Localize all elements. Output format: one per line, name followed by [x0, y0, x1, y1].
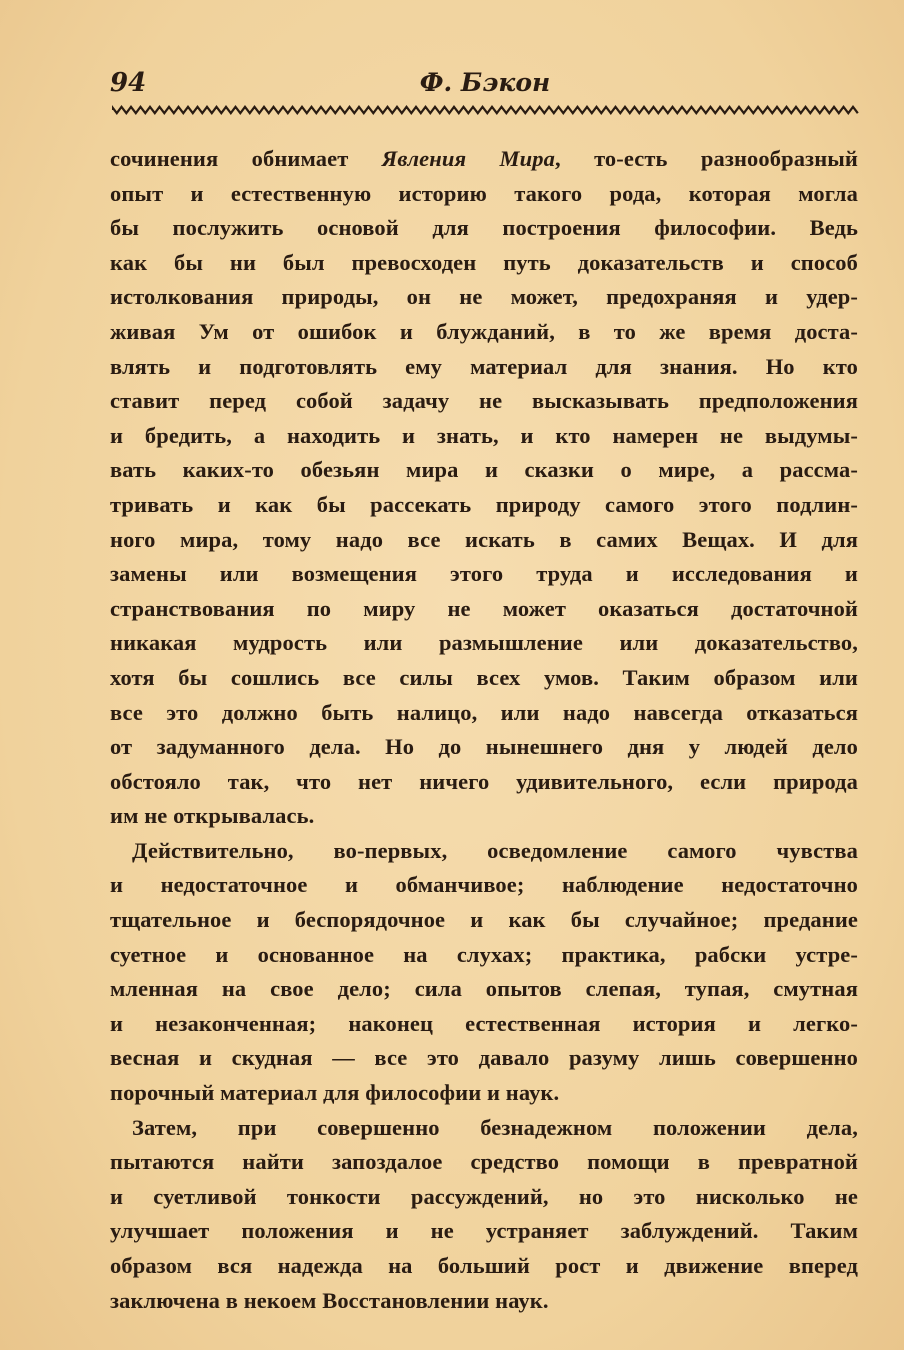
- text-line: [110, 142, 858, 177]
- text-segment: сочинения обнимает: [110, 146, 382, 171]
- text-line: [110, 453, 858, 488]
- text-line: [110, 765, 858, 800]
- text-line: [110, 1284, 858, 1319]
- text-segment: мленная на свое дело; сила опытов слепая, тупая, смутная: [110, 976, 858, 1002]
- text-line: [110, 1111, 858, 1146]
- text-segment: бы послужить основой для построения философии. Ведь: [110, 215, 858, 241]
- text-line: [110, 488, 858, 523]
- text-line: [110, 1249, 858, 1284]
- body-text: [110, 142, 858, 1318]
- text-line: [110, 315, 858, 350]
- text-segment: истолкования природы, он не может, предохраняя и удер-: [110, 284, 858, 310]
- text-segment: и бредить, а находить и знать, и кто намерен не выдумы-: [110, 422, 858, 448]
- text-line: [110, 799, 858, 834]
- page-header: [110, 68, 860, 102]
- text-segment: Затем, при совершенно безнадежном положении дела,: [132, 1114, 858, 1140]
- text-segment: образом вся надежда на больший рост и движение вперед: [110, 1253, 858, 1278]
- text-line: [110, 1145, 858, 1180]
- text-segment: обстояло так, что нет ничего удивительного, если природа: [110, 768, 858, 794]
- text-line: [110, 384, 858, 419]
- text-line: [110, 903, 858, 938]
- text-segment: живая Ум от ошибок и блужданий, в то же время доста-: [110, 318, 858, 344]
- text-segment: , то-есть разнообразный: [554, 146, 858, 171]
- text-segment: тщательное и беспорядочное и как бы случайное; предание: [110, 907, 858, 933]
- italic-phrase: Явления Мира: [381, 146, 555, 171]
- page-number: 94: [110, 68, 147, 98]
- text-segment: и недостаточное и обманчивое; наблюдение недостаточно: [110, 872, 858, 898]
- text-line: [110, 1007, 858, 1042]
- running-head: Ф. Бэкон: [419, 68, 551, 97]
- text-segment: и незаконченная; наконец естественная история и легко-: [110, 1010, 858, 1036]
- text-segment: как бы ни был превосходен путь доказательств и способ: [110, 249, 858, 275]
- text-segment: суетное и основанное на слухах; практика, рабски устре-: [110, 941, 858, 967]
- text-segment: ного мира, тому надо все искать в самих Вещах. И для: [110, 526, 858, 552]
- text-segment: странствования по миру не может оказаться достаточной: [110, 595, 858, 621]
- text-segment: влять и подготовлять ему материал для знания. Но кто: [110, 353, 858, 379]
- text-segment: вать каких-то обезьян мира и сказки о мире, а рассма-: [110, 457, 858, 483]
- text-line: [110, 592, 858, 627]
- text-segment: ставит перед собой задачу не высказывать предположения: [110, 388, 858, 414]
- text-segment: и суетливой тонкости рассуждений, но это нисколько не: [110, 1183, 858, 1209]
- text-line: [110, 696, 858, 731]
- text-line: [110, 1076, 858, 1111]
- paragraph: [110, 834, 858, 1111]
- text-segment: опыт и естественную историю такого рода, которая могла: [110, 180, 858, 206]
- text-segment: замены или возмещения этого труда и исследования и: [110, 561, 858, 587]
- text-segment: тривать и как бы рассекать природу самого этого подлин-: [110, 491, 858, 517]
- text-line: [110, 523, 858, 558]
- text-line: [110, 557, 858, 592]
- decorative-rule: [112, 104, 860, 116]
- paragraph: [110, 1111, 858, 1319]
- text-segment: все это должно быть налицо, или надо навсегда отказаться: [110, 699, 858, 725]
- text-segment: от задуманного дела. Но до нынешнего дня у людей дело: [110, 734, 858, 760]
- text-segment: хотя бы сошлись все силы всех умов. Таким образом или: [110, 664, 858, 690]
- text-line: [110, 419, 858, 454]
- text-segment: заключена в некоем Восстановлении наук.: [110, 1287, 549, 1313]
- text-line: [110, 350, 858, 385]
- text-line: [110, 626, 858, 661]
- text-line: [110, 661, 858, 696]
- text-line: [110, 280, 858, 315]
- text-line: [110, 1214, 858, 1249]
- text-line: [110, 246, 858, 281]
- text-line: [110, 1041, 858, 1076]
- text-line: [110, 972, 858, 1007]
- text-segment: порочный материал для философии и наук.: [110, 1080, 560, 1106]
- text-segment: весная и скудная — все это давало разуму лишь совершенно: [110, 1045, 858, 1071]
- text-line: [110, 834, 858, 869]
- text-segment: Действительно, во-первых, осведомление самого чувства: [132, 837, 858, 863]
- text-line: [110, 177, 858, 212]
- text-line: [110, 730, 858, 765]
- text-segment: улучшает положения и не устраняет заблуждений. Таким: [110, 1218, 858, 1244]
- text-segment: им не открывалась.: [110, 803, 315, 829]
- text-segment: пытаются найти запоздалое средство помощи в превратной: [110, 1149, 858, 1175]
- text-line: [110, 868, 858, 903]
- paragraph: [110, 142, 858, 834]
- text-line: [110, 938, 858, 973]
- text-line: [110, 1180, 858, 1215]
- text-line: [110, 211, 858, 246]
- text-segment: никакая мудрость или размышление или доказательство,: [110, 630, 858, 656]
